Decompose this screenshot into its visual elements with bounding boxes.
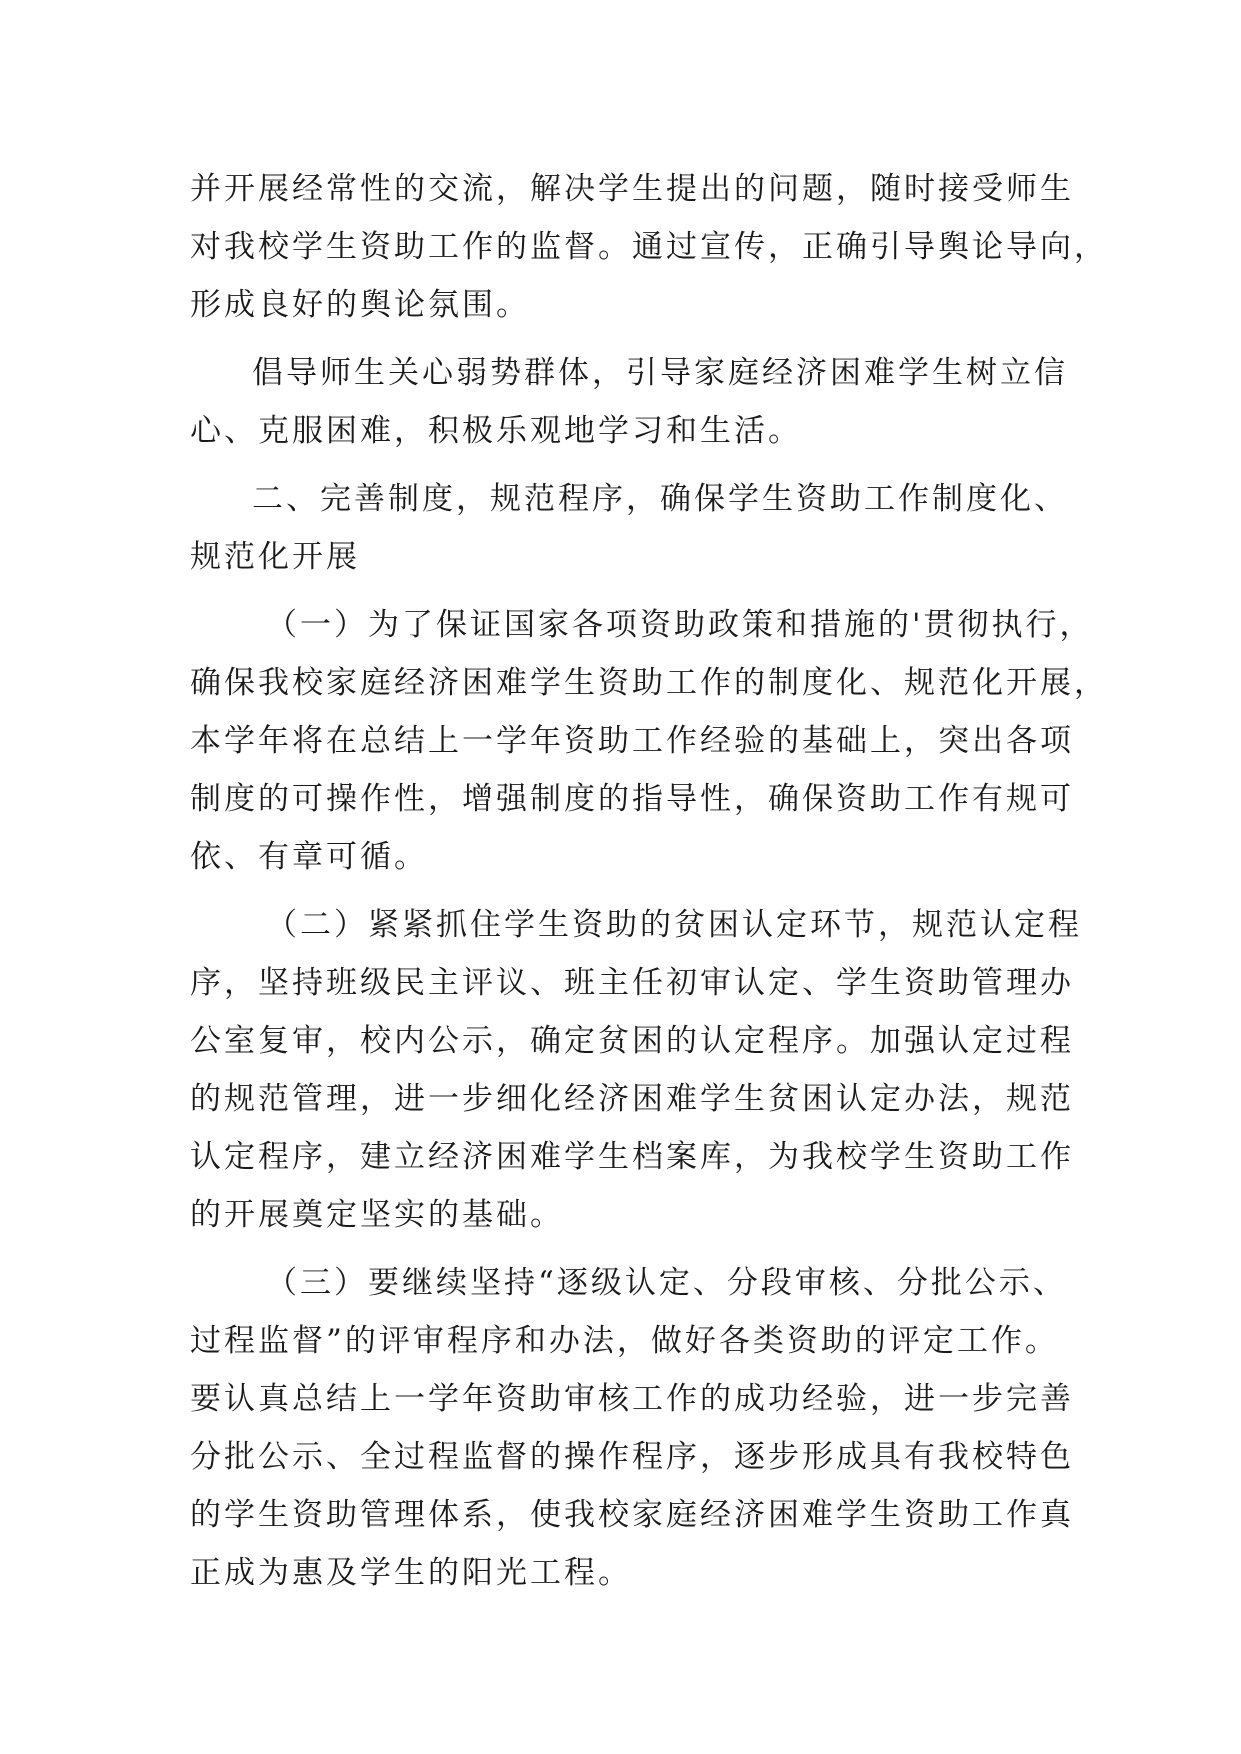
- text-line: 心、克服困难，积极乐观地学习和生活。: [190, 413, 802, 449]
- text-line: 依、有章可循。: [190, 839, 428, 875]
- text-line: 本学年将在总结上一学年资助工作经验的基础上，突出各项: [190, 723, 1074, 759]
- section-heading: 规范化开展: [190, 539, 360, 575]
- text-line: 倡导师生关心弱势群体，引导家庭经济困难学生树立信: [252, 355, 1068, 391]
- text-line: 制度的可操作性，增强制度的指导性，确保资助工作有规可: [190, 781, 1074, 817]
- text-line: 认定程序，建立经济困难学生档案库，为我校学生资助工作: [190, 1139, 1074, 1175]
- section-heading: 二、完善制度，规范程序，确保学生资助工作制度化、: [252, 481, 1068, 517]
- text-line: （三）要继续坚持“逐级认定、分段审核、分批公示、: [266, 1265, 1067, 1301]
- text-line: 公室复审，校内公示，确定贫困的认定程序。加强认定过程: [190, 1023, 1074, 1059]
- text-line: 对我校学生资助工作的监督。通过宣传，正确引导舆论导向，: [190, 229, 1108, 265]
- text-line: 确保我校家庭经济困难学生资助工作的制度化、规范化开展，: [190, 665, 1108, 701]
- text-line: 要认真总结上一学年资助审核工作的成功经验，进一步完善: [190, 1381, 1074, 1417]
- text-line: （二）紧紧抓住学生资助的贫困认定环节，规范认定程: [266, 907, 1082, 943]
- text-line: 并开展经常性的交流，解决学生提出的问题，随时接受师生: [190, 171, 1074, 207]
- text-line: 过程监督”的评审程序和办法，做好各类资助的评定工作。: [190, 1323, 1059, 1359]
- text-line: 正成为惠及学生的阳光工程。: [190, 1555, 632, 1591]
- text-line: 的规范管理，进一步细化经济困难学生贫困认定办法，规范: [190, 1081, 1074, 1117]
- text-line: 序，坚持班级民主评议、班主任初审认定、学生资助管理办: [190, 965, 1074, 1001]
- text-line: （一）为了保证国家各项资助政策和措施的'贯彻执行，: [266, 607, 1094, 643]
- document-body: [190, 160, 1108, 1602]
- text-line: 的学生资助管理体系，使我校家庭经济困难学生资助工作真: [190, 1497, 1074, 1533]
- text-line: 形成良好的舆论氛围。: [190, 287, 530, 323]
- text-line: 的开展奠定坚实的基础。: [190, 1197, 564, 1233]
- text-line: 分批公示、全过程监督的操作程序，逐步形成具有我校特色: [190, 1439, 1074, 1475]
